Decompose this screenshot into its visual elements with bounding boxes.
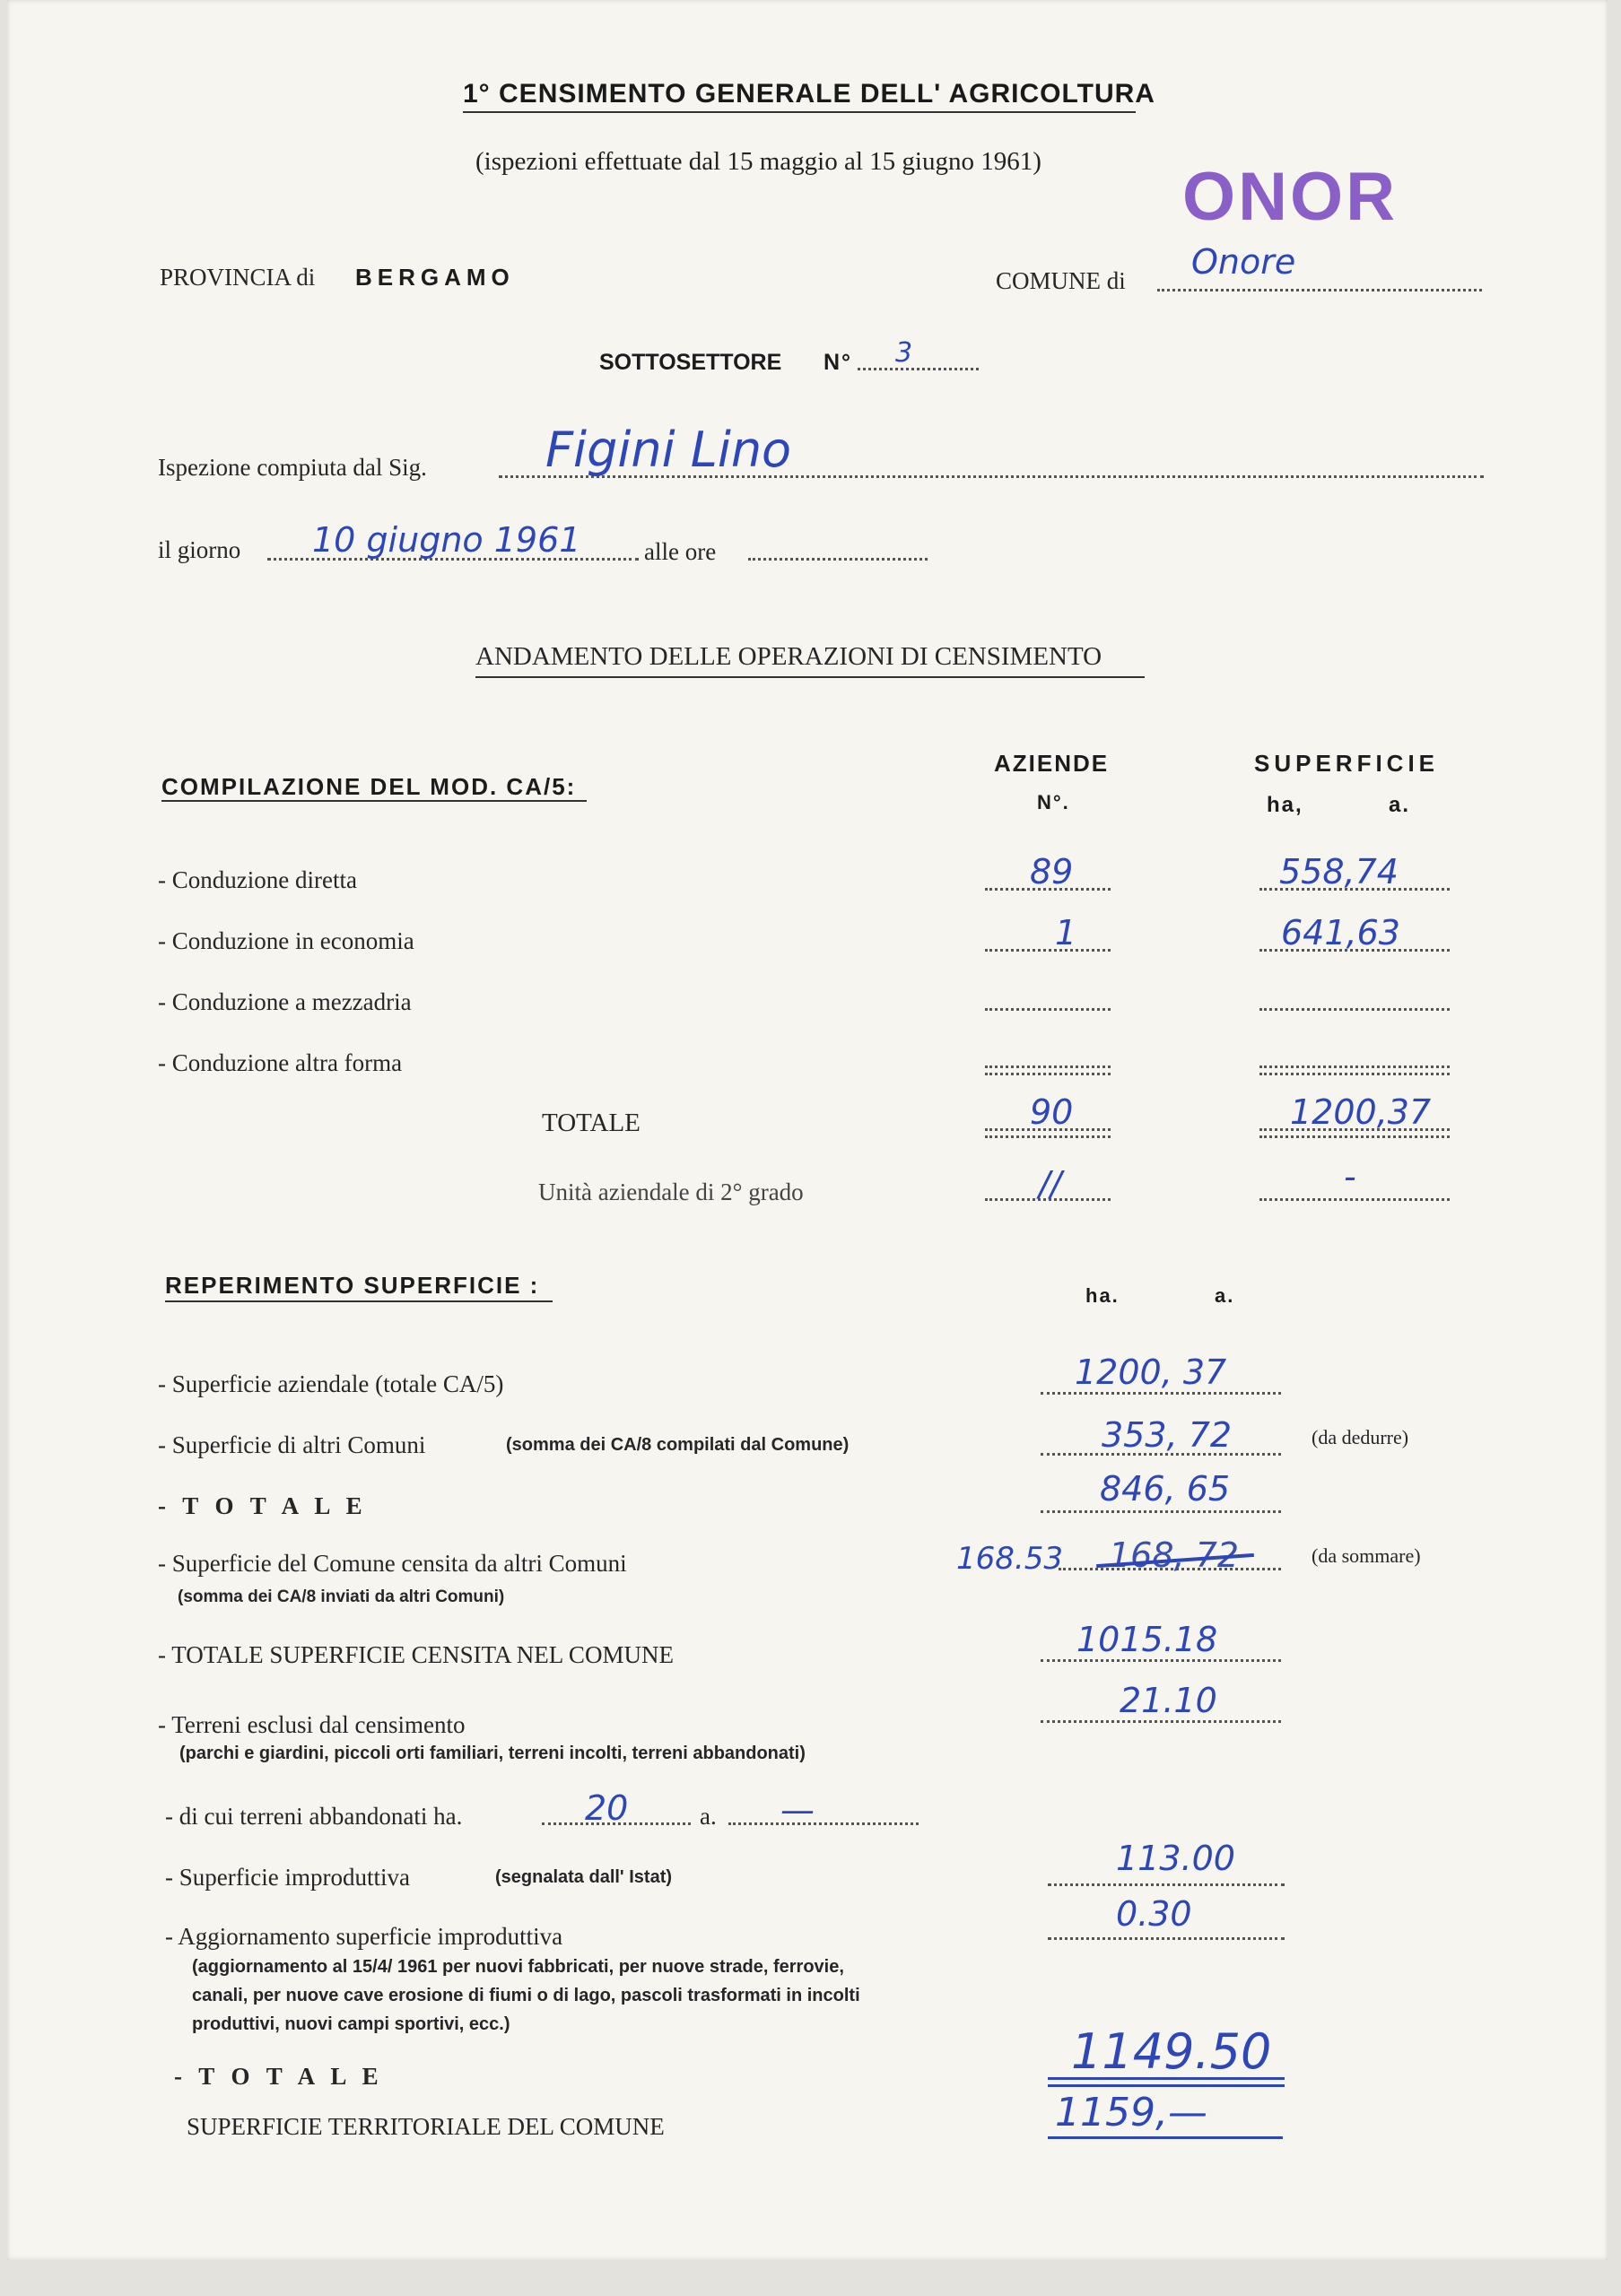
sottosettore-dotted-line bbox=[858, 368, 979, 370]
aggiornamento-note-line3: produttivi, nuovi campi sportivi, ecc.) bbox=[192, 2014, 510, 2034]
row-conduzione-altra-label: - Conduzione altra forma bbox=[158, 1049, 403, 1076]
totale-censita-label: - TOTALE SUPERFICIE CENSITA NEL COMUNE bbox=[158, 1641, 674, 1668]
esclusi-line bbox=[1041, 1720, 1281, 1723]
totale-censita-value: 1015.18 bbox=[1076, 1620, 1218, 1659]
sup-aziendale-value: 1200, 37 bbox=[1075, 1352, 1227, 1392]
comune-stamp: ONOR bbox=[1182, 159, 1398, 235]
row-conduzione-diretta-aziende: 89 bbox=[1030, 852, 1074, 891]
reperimento-title: REPERIMENTO SUPERFICIE : bbox=[165, 1272, 540, 1299]
comune-handwritten: Onore bbox=[1191, 242, 1296, 282]
totale-superficie-line2 bbox=[1259, 1135, 1450, 1138]
row-conduzione-altra-superficie-line bbox=[1259, 1065, 1450, 1068]
ispezione-label: Ispezione compiuta dal Sig. bbox=[158, 454, 427, 481]
unita-aziendale-label: Unità aziendale di 2° grado bbox=[538, 1178, 804, 1205]
row-conduzione-diretta-superficie: 558,74 bbox=[1279, 852, 1399, 891]
aggiornamento-note-line1: (aggiornamento al 15/4/ 1961 per nuovi fabbricati, per nuove strade, ferrovie, bbox=[192, 1957, 844, 1977]
reperimento-col-a: a. bbox=[1215, 1284, 1235, 1307]
sup-censita-correction: 168.53 bbox=[956, 1541, 1063, 1577]
row-conduzione-altra-aziende-line2 bbox=[985, 1073, 1111, 1075]
compilazione-totale-label: TOTALE bbox=[542, 1109, 641, 1137]
abbandonati-ha-value: 20 bbox=[585, 1788, 629, 1828]
reperimento-totale2-label: - T O T A L E bbox=[174, 2063, 384, 2090]
ispettore-handwritten: Figini Lino bbox=[545, 422, 792, 478]
form-subtitle: (ispezioni effettuate dal 15 maggio al 15 giugno 1961) bbox=[475, 147, 1041, 176]
form-title: 1° CENSIMENTO GENERALE DELL' AGRICOLTURA bbox=[463, 79, 1155, 109]
sottosettore-no-label: N° bbox=[824, 350, 853, 375]
sup-altri-label: - Superficie di altri Comuni bbox=[158, 1431, 426, 1458]
totale1-line bbox=[1041, 1510, 1281, 1513]
totale-aziende-line2 bbox=[985, 1135, 1111, 1138]
sup-altri-value: 353, 72 bbox=[1102, 1415, 1233, 1455]
reperimento-underline bbox=[165, 1300, 553, 1302]
esclusi-value: 21.10 bbox=[1120, 1681, 1217, 1720]
abbandonati-a-value: — bbox=[780, 1790, 815, 1830]
reperimento-totale1-label: - T O T A L E bbox=[158, 1492, 368, 1519]
abbandonati-label: - di cui terreni abbandonati ha. bbox=[165, 1803, 463, 1830]
provincia-label: PROVINCIA di bbox=[160, 264, 316, 291]
esclusi-note: (parchi e giardini, piccoli orti familiari, terreni incolti, terreni abbandonati) bbox=[179, 1744, 806, 1763]
sup-censita-note: (somma dei CA/8 inviati da altri Comuni) bbox=[178, 1587, 505, 1606]
sottosettore-handwritten: 3 bbox=[895, 337, 913, 369]
aggiornamento-label: - Aggiornamento superficie improduttiva bbox=[165, 1923, 563, 1950]
compilazione-totale-superficie: 1200,37 bbox=[1290, 1092, 1432, 1132]
sup-aziendale-label: - Superficie aziendale (totale CA/5) bbox=[158, 1370, 504, 1397]
aggiornamento-value: 0.30 bbox=[1116, 1894, 1192, 1934]
esclusi-label: - Terreni esclusi dal censimento bbox=[158, 1711, 466, 1738]
row-conduzione-economia-aziende: 1 bbox=[1055, 913, 1077, 952]
improduttiva-note: (segnalata dall' Istat) bbox=[495, 1867, 673, 1887]
improduttiva-label: - Superficie improduttiva bbox=[165, 1864, 410, 1891]
compilazione-underline bbox=[161, 800, 587, 802]
sup-censita-label: - Superficie del Comune censita da altri Comuni bbox=[158, 1550, 627, 1577]
sottosettore-label: SOTTOSETTORE bbox=[599, 350, 782, 375]
aggiornamento-line bbox=[1048, 1937, 1285, 1940]
compilazione-title: COMPILAZIONE DEL MOD. CA/5: bbox=[161, 773, 577, 800]
giorno-handwritten: 10 giugno 1961 bbox=[312, 520, 581, 560]
row-conduzione-economia-aziende-line bbox=[985, 949, 1111, 952]
row-conduzione-mezzadria-label: - Conduzione a mezzadria bbox=[158, 988, 412, 1015]
title-underline bbox=[463, 111, 1136, 113]
col-aziende-sub: N°. bbox=[1037, 791, 1070, 813]
col-aziende-header: AZIENDE bbox=[994, 750, 1110, 777]
totale2-ink-underline2 bbox=[1048, 2084, 1285, 2087]
sup-censita-value: 168, 72 bbox=[1109, 1535, 1240, 1575]
reperimento-totale2-value: 1149.50 bbox=[1071, 2023, 1272, 2080]
sup-aziendale-line bbox=[1041, 1392, 1281, 1395]
comune-label: COMUNE di bbox=[996, 267, 1126, 294]
row-conduzione-diretta-label: - Conduzione diretta bbox=[158, 866, 357, 893]
unita-superficie-value: - bbox=[1344, 1157, 1356, 1196]
row-conduzione-mezzadria-superficie-line bbox=[1259, 1008, 1450, 1011]
andamento-underline bbox=[475, 676, 1145, 678]
row-conduzione-mezzadria-aziende-line bbox=[985, 1008, 1111, 1011]
sup-altri-note: (somma dei CA/8 compilati dal Comune) bbox=[506, 1435, 850, 1455]
row-conduzione-altra-superficie-line2 bbox=[1259, 1073, 1450, 1075]
unita-aziende-value: // bbox=[1039, 1164, 1062, 1204]
territoriale-ink-underline bbox=[1048, 2136, 1283, 2139]
census-form-sheet bbox=[7, 0, 1608, 2260]
sup-censita-side-note: (da sommare) bbox=[1312, 1544, 1421, 1567]
col-superficie-ha: ha, bbox=[1267, 793, 1303, 817]
abbandonati-a-line bbox=[728, 1822, 919, 1825]
comune-dotted-line bbox=[1157, 289, 1482, 291]
col-superficie-header: SUPERFICIE bbox=[1254, 750, 1440, 777]
row-conduzione-economia-superficie: 641,63 bbox=[1281, 913, 1400, 952]
territoriale-value: 1159,— bbox=[1055, 2090, 1207, 2135]
reperimento-totale1-value: 846, 65 bbox=[1100, 1469, 1231, 1509]
provincia-value: BERGAMO bbox=[355, 264, 515, 291]
abbandonati-a-label: a. bbox=[700, 1803, 717, 1830]
row-conduzione-economia-label: - Conduzione in economia bbox=[158, 927, 414, 954]
andamento-title: ANDAMENTO DELLE OPERAZIONI DI CENSIMENTO bbox=[475, 642, 1102, 671]
row-conduzione-altra-aziende-line bbox=[985, 1065, 1111, 1068]
totale-censita-line bbox=[1041, 1659, 1281, 1662]
improduttiva-value: 113.00 bbox=[1116, 1839, 1235, 1878]
giorno-label: il giorno bbox=[158, 536, 241, 563]
ore-dotted-line bbox=[748, 558, 928, 561]
compilazione-totale-aziende: 90 bbox=[1030, 1092, 1074, 1132]
unita-superficie-line bbox=[1259, 1198, 1450, 1201]
aggiornamento-note-line2: canali, per nuove cave erosione di fiumi o di lago, pascoli trasformati in incolti bbox=[192, 1986, 860, 2005]
reperimento-col-ha: ha. bbox=[1085, 1284, 1120, 1307]
improduttiva-line bbox=[1048, 1883, 1285, 1886]
territoriale-label: SUPERFICIE TERRITORIALE DEL COMUNE bbox=[187, 2113, 665, 2140]
ore-label: alle ore bbox=[644, 538, 717, 565]
sup-altri-side-note: (da dedurre) bbox=[1312, 1426, 1409, 1448]
col-superficie-a: a. bbox=[1389, 793, 1411, 817]
